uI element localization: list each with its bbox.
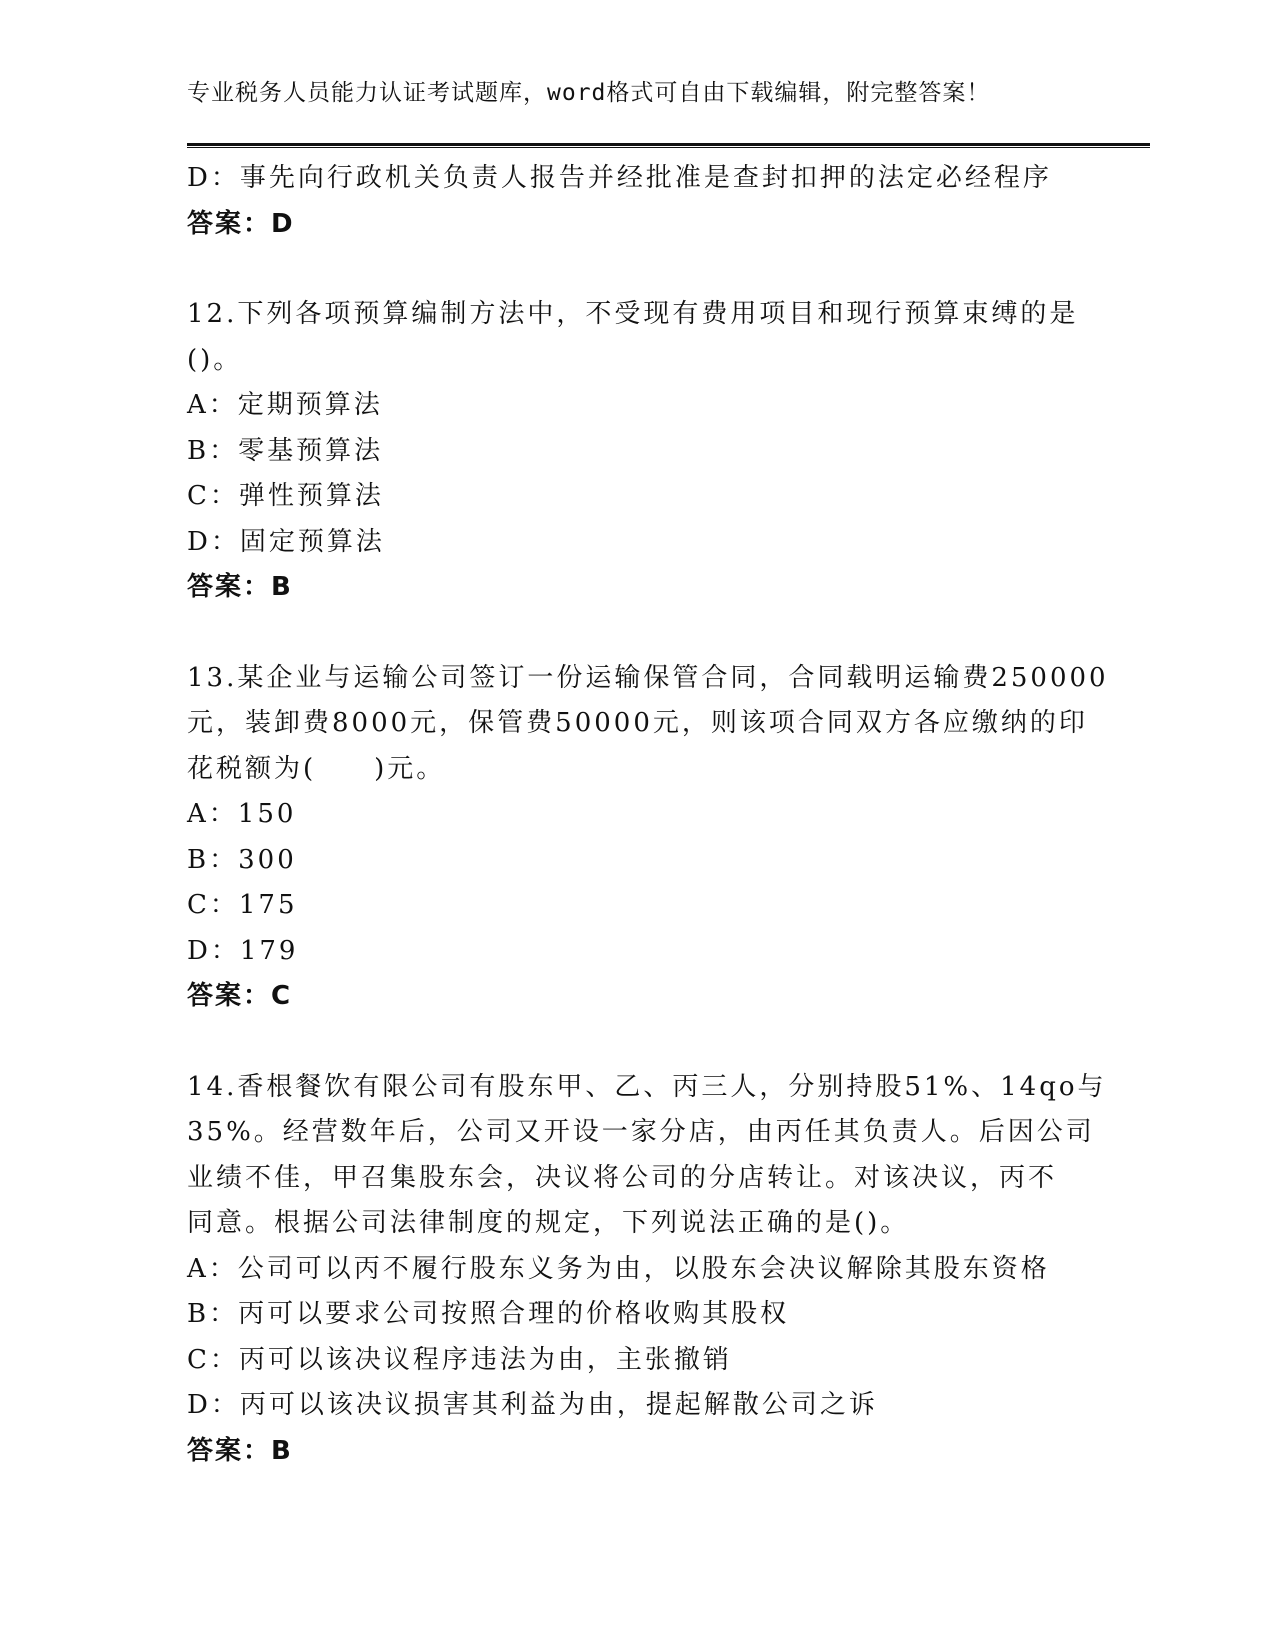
option-b: B：丙可以要求公司按照合理的价格收购其股权 xyxy=(187,1299,790,1329)
option-a: A：定期预算法 xyxy=(187,390,383,420)
question-list xyxy=(187,156,1109,1474)
header-divider xyxy=(187,143,1150,148)
question-text: 花税额为( )元。 xyxy=(187,753,446,784)
question-text: 元，装卸费8000元，保管费50000元，则该项合同双方各应缴纳的印 xyxy=(187,708,1088,738)
option-b: B：零基预算法 xyxy=(187,435,384,466)
question-block-14 xyxy=(187,1065,1107,1475)
question-text: ()。 xyxy=(187,344,243,375)
option-b: B：300 xyxy=(187,844,297,875)
answer-label: 答案：B xyxy=(187,572,293,602)
answer-label: 答案：D xyxy=(187,208,295,239)
question-text: 35%。经营数年后，公司又开设一家分店，由丙任其负责人。后因公司 xyxy=(187,1117,1095,1147)
option-c: C：175 xyxy=(187,890,298,920)
question-text: 12.下列各项预算编制方法中，不受现有费用项目和现行预算束缚的是 xyxy=(187,299,1079,329)
question-text: 业绩不佳，甲召集股东会，决议将公司的分店转让。对该决议，丙不 xyxy=(187,1162,1058,1193)
question-text: 14.香根餐饮有限公司有股东甲、乙、丙三人，分别持股51%、14qo与 xyxy=(187,1071,1107,1102)
answer-label: 答案：C xyxy=(187,981,293,1011)
option-c: C：弹性预算法 xyxy=(187,481,384,511)
question-block-11 xyxy=(187,156,1087,247)
question-text: 13.某企业与运输公司签订一份运输保管合同，合同载明运输费250000 xyxy=(187,662,1109,693)
option-a: A：150 xyxy=(187,799,297,829)
question-text: 同意。根据公司法律制度的规定，下列说法正确的是()。 xyxy=(187,1208,910,1238)
option-d: D：事先向行政机关负责人报告并经批准是查封扣押的法定必经程序 xyxy=(187,163,1052,193)
option-d: D：丙可以该决议损害其利益为由，提起解散公司之诉 xyxy=(187,1390,878,1420)
option-d: D：固定预算法 xyxy=(187,526,385,557)
option-a: A：公司可以丙不履行股东义务为由，以股东会决议解除其股东资格 xyxy=(187,1253,1050,1284)
option-c: C：丙可以该决议程序违法为由，主张撤销 xyxy=(187,1344,732,1375)
question-block-13 xyxy=(187,656,1109,1020)
answer-label: 答案：B xyxy=(187,1435,293,1466)
question-block-12 xyxy=(187,292,1087,611)
page-header: 专业税务人员能力认证考试题库，word格式可自由下载编辑，附完整答案！ xyxy=(187,80,991,106)
option-d: D：179 xyxy=(187,935,299,966)
